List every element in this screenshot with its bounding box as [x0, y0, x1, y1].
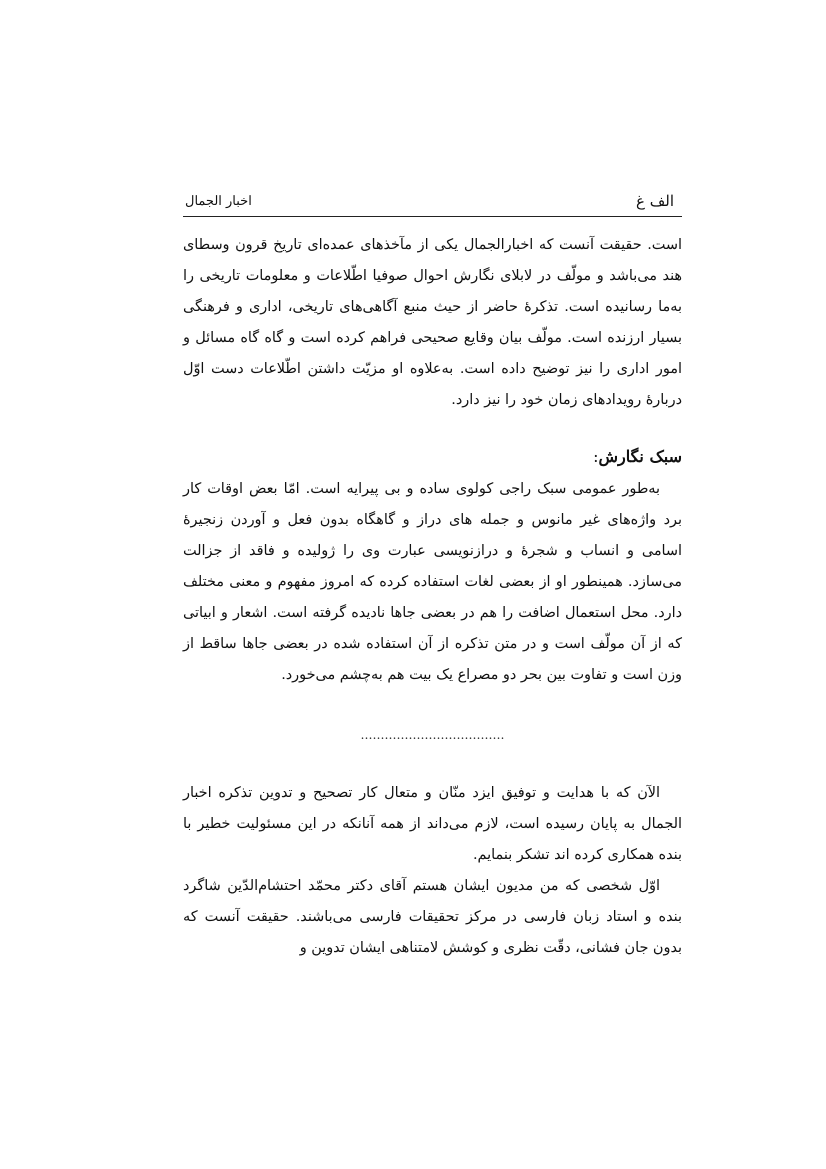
intro-paragraph: است. حقیقت آنست که اخبارالجمال یکی از مآخذهای عمده‌ای تاریخ قرون وسطای هند می‌باشد و مولّف در لابلای نگارش احوال صوفیا اطّلاعات و معلومات تاریخی را به‌ما رسانیده است. تذکرهٔ حاضر از حیث منبع آگاهی‌های تاریخی، اداری و فرهنگی بسیار ارزنده است. مولّف بیان وقایع صحیحی فراهم کرده است و گاه گاه مسائل و امور اداری را نیز توضیح داده است. به‌علاوه او مزیّت داشتن اطّلاعات دست اوّل دربارهٔ رویدادهای زمان خود را نیز دارد.	[183, 237, 682, 408]
header-page-label: الف غ	[636, 192, 674, 210]
header-book-title: اخبار الجمال	[185, 194, 252, 209]
page-header	[183, 190, 682, 217]
document-page	[183, 0, 682, 1169]
acknowledgement-paragraph-2: اوّل شخصی که من مدیون ایشان هستم آقای دکتر محمّد احتشام‌الدّین شاگرد بنده و استاد زبان فارسی در مرکز تحقیقات فارسی می‌باشند. حقیقت آنست که بدون جان فشانی، دقّت نظری و کوشش لامتناهی ایشان تدوین و	[183, 878, 682, 956]
style-section	[183, 444, 682, 470]
style-heading-colon: :	[593, 447, 599, 466]
acknowledgement-paragraph-1: الآن که با هدایت و توفیق ایزد منّان و متعال کار تصحیح و تدوین تذکره اخبار الجمال به پایان رسیده است، لازم می‌داند از همه آنانکه در این مسئولیت خطیر با بنده همکاری کرده اند تشکر بنمایم.	[183, 785, 682, 863]
style-heading-text: سبک نگارش	[598, 447, 682, 466]
intro-block	[183, 230, 682, 416]
section-separator: ………………………………	[360, 728, 505, 742]
acknowledgement-block	[183, 778, 682, 964]
style-heading	[183, 444, 682, 470]
style-paragraph: به‌طور عمومی سبک راجی کولوی ساده و بی پیرایه است. امّا بعض اوقات کار برد واژه‌های غیر مانوس و جمله های دراز و گاهگاه بدون فعل و آوردن زنجیرهٔ اسامی و انساب و شجرهٔ و درازنویسی عبارت وی را ژولیده و فاقد از جزالت می‌سازد. همینطور او از بعضی لغات استفاده کرده که امروز مفهوم و معنی مختلف دارد. محل استعمال اضافت را هم در بعضی جاها نادیده گرفته است. اشعار و ابیاتی که از آن مولّف است و در متن تذکره از آن استفاده شده در بعضی جاها ساقط از وزن است و تفاوت بین بحر دو مصراع یک بیت هم به‌چشم می‌خورد.	[183, 481, 682, 683]
style-body-block	[183, 474, 682, 691]
